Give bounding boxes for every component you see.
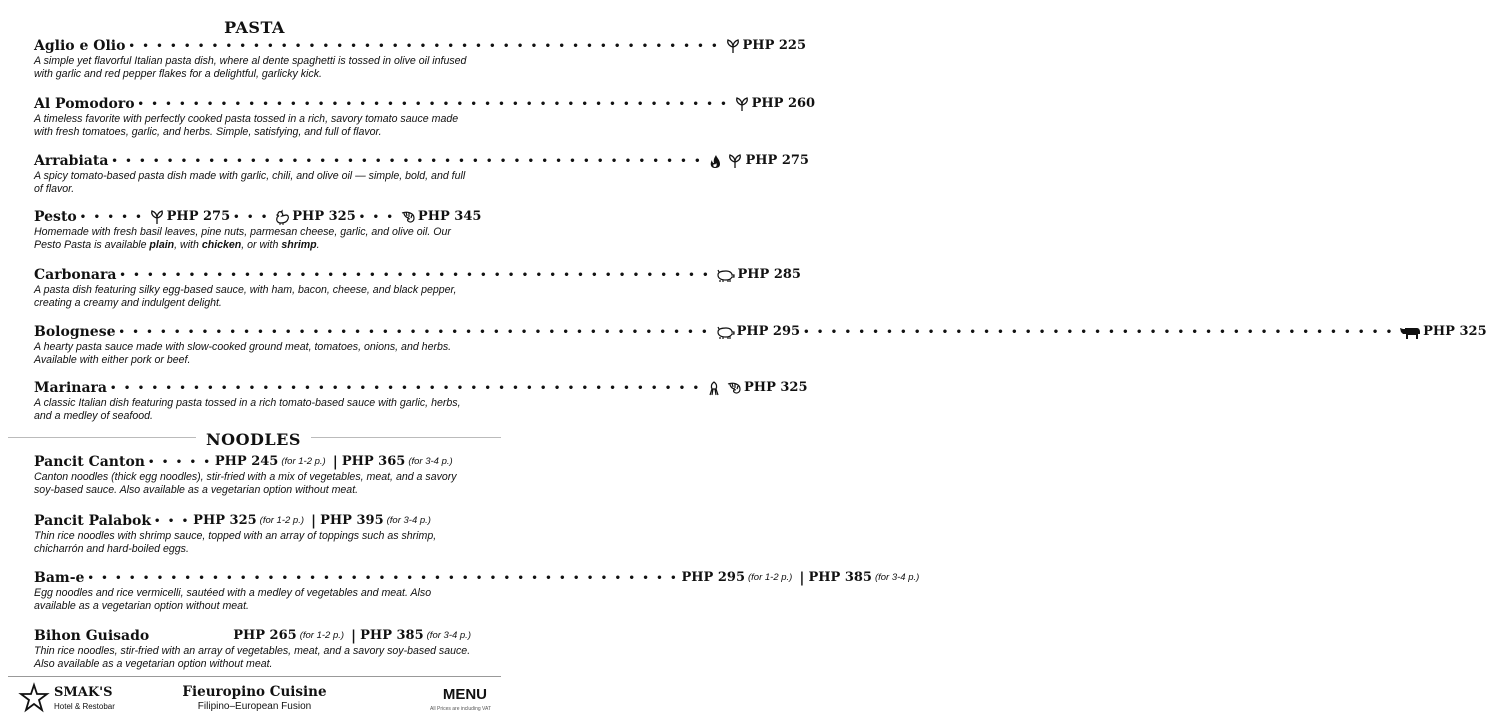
menu-item-al-pomodoro <box>34 94 816 138</box>
item-description: A simple yet flavorful Italian pasta dish, where al dente spaghetti is tossed in olive oil infused with garlic and red pepper flakes for a delightful, garlicky kick. <box>34 55 467 80</box>
logo-subtitle: Hotel & Restobar <box>54 702 115 711</box>
item-price-shrimp: PHP 345 <box>417 209 482 224</box>
item-price-small: PHP 325 <box>193 513 257 528</box>
serving-note-small: (for 1-2 p.) <box>259 515 305 526</box>
serving-note-large: (for 3-4 p.) <box>408 456 453 467</box>
leaf-icon <box>734 97 750 112</box>
leaf-icon <box>149 210 165 225</box>
menu-item-bam-e <box>34 568 920 612</box>
item-name: Carbonara <box>34 267 117 283</box>
noodles-section-title: NOODLES <box>196 430 311 449</box>
item-name: Marinara <box>34 380 107 396</box>
item-description: A spicy tomato-based pasta dish made with garlic, chili, and olive oil — simple, bold, and full of flavor. <box>34 170 466 195</box>
item-description: A classic Italian dish featuring pasta tossed in a rich tomato-based sauce with garlic, herbs, and a medley of seafood. <box>34 397 461 422</box>
item-price-large: PHP 385 <box>808 570 872 585</box>
dot-leader: • • • <box>233 212 270 223</box>
item-description: Thin rice noodles with shrimp sauce, topped with an array of toppings such as shrimp, chicharrón and hard-boiled eggs. <box>34 530 437 555</box>
item-description: A timeless favorite with perfectly cooked pasta tossed in a rich, savory tomato sauce made with fresh tomatoes, garlic, and herbs. Simple, satisfying, and full of flavor. <box>34 113 459 138</box>
menu-item-pancit-canton <box>34 452 474 496</box>
item-description: Canton noodles (thick egg noodles), stir-fried with a mix of vegetables, meat, and a savory soy-based sauce. Also available as a vegetarian option without meat. <box>34 471 457 496</box>
item-price: PHP 275 <box>745 153 809 168</box>
item-price-large: PHP 365 <box>341 454 406 469</box>
item-name: Bolognese <box>34 324 116 340</box>
menu-item-pesto <box>34 207 482 251</box>
menu-item-pancit-palabok <box>34 511 474 555</box>
serving-note-large: (for 3-4 p.) <box>874 572 920 583</box>
price-separator: | <box>351 628 357 644</box>
item-name: Pesto <box>34 209 77 225</box>
dot-leader: • • • • • <box>79 212 144 223</box>
flame-icon <box>707 154 723 169</box>
menu-item-aglio-e-olio <box>34 36 807 80</box>
serving-note-small: (for 1-2 p.) <box>299 630 345 641</box>
item-description: Egg noodles and rice vermicelli, sautéed with a medley of vegetables and meat. Also available as a vegetarian option without meat. <box>34 587 432 612</box>
dot-leader: • • • • • • • • • • • • • • • • • • • • • • • • • • • • • • • • • • • • • • • • • • • <box>118 327 710 338</box>
logo-name: SMAK'S <box>54 685 113 700</box>
item-price: PHP 225 <box>742 38 807 53</box>
menu-item-bihon-guisado <box>34 626 474 670</box>
item-name: Pancit Canton <box>34 454 145 470</box>
dot-leader: • • • • • • • • • • • • • • • • • • • • • • • • • • • • • • • • • • • • • • • • • • • <box>87 573 679 584</box>
item-price-pork: PHP 295 <box>736 324 801 339</box>
item-name: Bam-e <box>34 570 85 586</box>
pasta-section-title: PASTA <box>224 18 285 37</box>
footer-divider <box>8 676 501 677</box>
shrimp-icon <box>726 381 742 396</box>
item-price-beef: PHP 325 <box>1423 324 1487 339</box>
leaf-icon <box>725 39 741 54</box>
dot-leader: • • • • • • • • • • • • • • • • • • • • • • • • • • • • • • • • • • • • • • • • • • • <box>109 383 702 394</box>
dot-leader: • • • • • • • • • • • • • • • • • • • • • • • • • • • • • • • • • • • • • • • • • • • <box>803 327 1395 338</box>
chicken-icon <box>274 210 290 225</box>
item-price: PHP 285 <box>737 267 801 282</box>
item-price: PHP 325 <box>744 380 808 395</box>
menu-item-arrabiata <box>34 151 809 195</box>
item-description: Homemade with fresh basil leaves, pine nuts, parmesan cheese, garlic, and olive oil. Our Pesto Pasta is available plain, with chicken, or with shrimp. <box>34 226 451 251</box>
leaf-icon <box>727 154 743 169</box>
item-price-small: PHP 265 <box>233 628 297 643</box>
item-name: Al Pomodoro <box>34 96 135 112</box>
item-price-plain: PHP 275 <box>166 209 231 224</box>
pig-icon <box>715 268 735 283</box>
price-separator: | <box>332 454 338 470</box>
item-description: A pasta dish featuring silky egg-based sauce, with ham, bacon, cheese, and black pepper, creating a creamy and indulgent delight. <box>34 284 457 309</box>
cuisine-subtitle: Filipino–European Fusion <box>197 701 312 712</box>
item-description: A hearty pasta sauce made with slow-cooked ground meat, tomatoes, onions, and herbs. Available with either pork or beef. <box>34 341 452 366</box>
item-price-chicken: PHP 325 <box>292 209 356 224</box>
serving-note-small: (for 1-2 p.) <box>748 572 793 583</box>
option-plain: plain <box>149 238 175 251</box>
price-separator: | <box>311 513 317 529</box>
dot-leader: • • • <box>358 212 395 223</box>
price-separator: | <box>799 570 805 586</box>
shrimp-icon <box>400 210 416 225</box>
option-chicken: chicken <box>201 238 242 251</box>
item-name: Aglio e Olio <box>34 38 126 54</box>
cuisine-title: Fieuropino Cuisine <box>182 684 327 700</box>
menu-item-carbonara <box>34 265 801 309</box>
cow-icon <box>1399 325 1421 340</box>
menu-label: MENU <box>442 686 487 703</box>
dot-leader: • • • • • • • • • • • • • • • • • • • • • • • • • • • • • • • • • • • • • • • • • • • <box>119 270 711 281</box>
item-price: PHP 260 <box>751 96 816 111</box>
dot-leader: • • • • • <box>147 457 212 468</box>
squid-icon <box>706 381 722 396</box>
menu-item-marinara <box>34 378 808 422</box>
dot-leader: • • • • • • • • • • • • • • • • • • • • • • • • • • • • • • • • • • • • • • • • • • • <box>128 41 720 52</box>
serving-note-small: (for 1-2 p.) <box>281 456 326 467</box>
item-price-small: PHP 245 <box>214 454 279 469</box>
item-name: Arrabiata <box>34 153 109 169</box>
vat-note: All Prices are including VAT <box>430 706 491 712</box>
item-price-large: PHP 395 <box>320 513 384 528</box>
item-description: Thin rice noodles, stir-fried with an array of vegetables, meat, and a savory soy-based sauce. Also available as a vegetarian option without meat. <box>34 645 471 670</box>
dot-leader: • • • • • • • • • • • • • • • • • • • • • • • • • • • • • • • • • • • • • • • • • • • <box>137 99 729 110</box>
dot-leader: • • • • • • • • • • • • • • • • • • • • • • • • • • • • • • • • • • • • • • • • • • • <box>111 156 703 167</box>
serving-note-large: (for 3-4 p.) <box>426 630 471 641</box>
serving-note-large: (for 3-4 p.) <box>386 515 431 526</box>
dot-leader: • • • <box>154 516 191 527</box>
item-price-small: PHP 295 <box>681 570 745 585</box>
item-name: Pancit Palabok <box>34 513 152 529</box>
pig-icon <box>715 325 735 340</box>
option-shrimp: shrimp <box>281 238 317 251</box>
menu-item-bolognese <box>34 322 1487 366</box>
item-name: Bihon Guisado <box>34 628 150 644</box>
item-price-large: PHP 385 <box>360 628 424 643</box>
